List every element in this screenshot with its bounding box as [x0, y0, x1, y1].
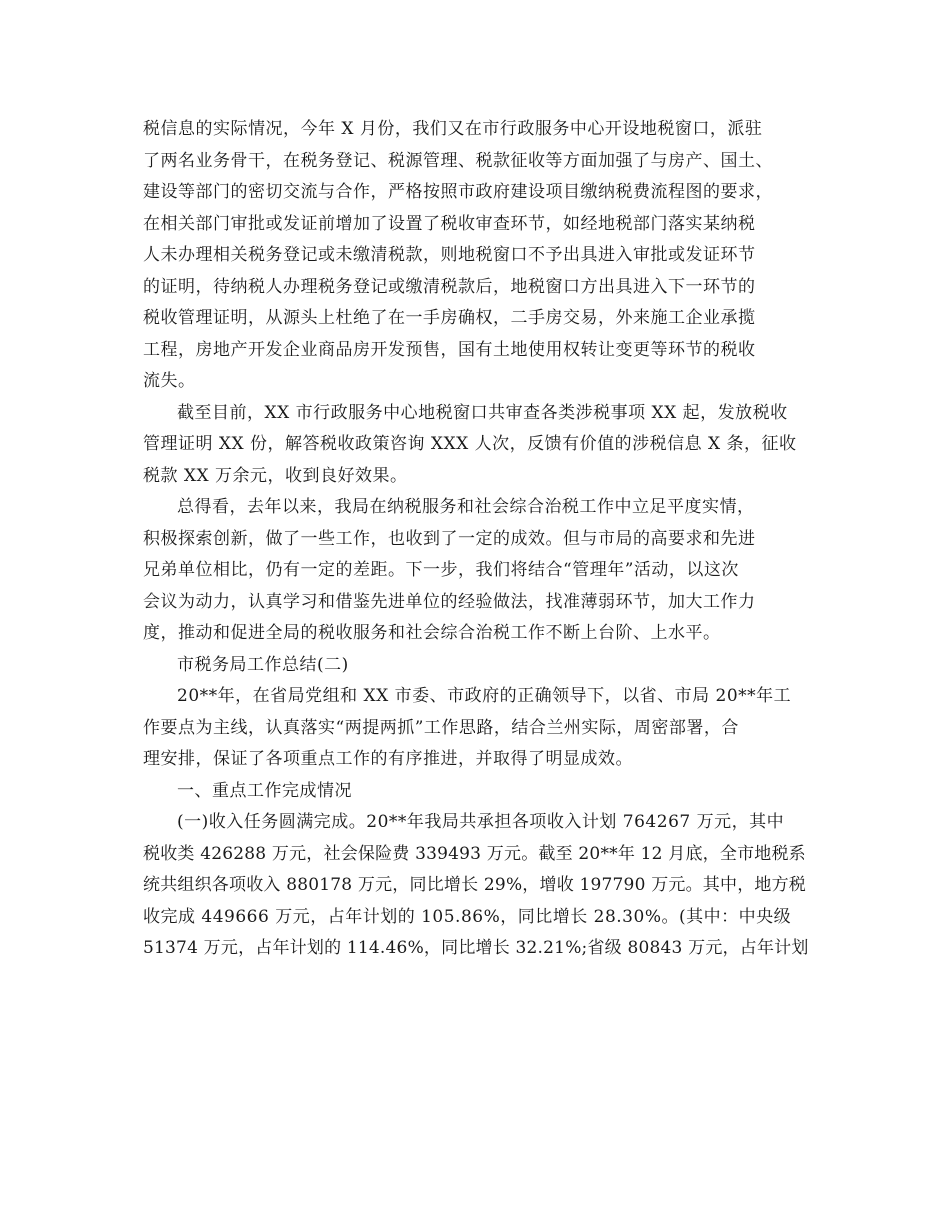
text-line: 税收类 426288 万元，社会保险费 339493 万元。截至 20**年 12 月底，全市地税系 — [143, 843, 806, 864]
text-line: 收完成 449666 万元，占年计划的 105.86%，同比增长 28.30%。(其中：中央级 — [143, 906, 792, 927]
text-line: 兄弟单位相比，仍有一定的差距。下一步，我们将结合“管理年”活动，以这次 — [143, 560, 739, 580]
text-line: 管理证明 XX 份，解答税收政策咨询 XXX 人次，反馈有价值的涉税信息 X 条，征收 — [143, 434, 797, 454]
text-line: 在相关部门审批或发证前增加了设置了税收审查环节，如经地税部门落实某纳税 — [143, 213, 756, 234]
section-heading: 市税务局工作总结(二) — [177, 654, 349, 675]
text-line: 统共组织各项收入 880178 万元，同比增长 29%，增收 197790 万元。其中，地方税 — [143, 875, 806, 895]
document-body — [143, 114, 810, 965]
paragraph-start: 20**年，在省局党组和 XX 市委、市政府的正确领导下，以省、市局 20**年工 — [177, 686, 792, 706]
text-line: 税款 XX 万余元，收到良好效果。 — [143, 465, 408, 486]
text-line: 流失。 — [143, 371, 196, 391]
text-line: 税信息的实际情况，今年 X 月份，我们又在市行政服务中心开设地税窗口，派驻 — [143, 119, 763, 139]
text-line: 人未办理相关税务登记或未缴清税款，则地税窗口不予出具进入审批或发证环节 — [143, 245, 756, 265]
text-line: 理安排，保证了各项重点工作的有序推进，并取得了明显成效。 — [143, 749, 633, 769]
text-line: 建设等部门的密切交流与合作，严格按照市政府建设项目缴纳税费流程图的要求， — [143, 182, 773, 202]
text-line: 了两名业务骨干，在税务登记、税源管理、税款征收等方面加强了与房产、国土、 — [143, 150, 773, 171]
text-line: 积极探索创新，做了一些工作，也收到了一定的成效。但与市局的高要求和先进 — [143, 528, 756, 549]
text-line: 税收管理证明，从源头上杜绝了在一手房确权，二手房交易，外来施工企业承揽 — [143, 308, 756, 328]
text-line: 的证明，待纳税人办理税务登记或缴清税款后，地税窗口方出具进入下一环节的 — [143, 276, 756, 297]
text-line: 度，推动和促进全局的税收服务和社会综合治税工作不断上台阶、上水平。 — [143, 623, 721, 643]
text-line: 51374 万元，占年计划的 114.46%，同比增长 32.21%;省级 80843 万元，占年计划 — [143, 938, 809, 958]
subsection-heading: 一、重点工作完成情况 — [177, 780, 352, 801]
text-line: 会议为动力，认真学习和借鉴先进单位的经验做法，找准薄弱环节，加大工作力 — [143, 591, 756, 612]
text-line: 作要点为主线，认真落实“两提两抓”工作思路，结合兰州实际，周密部署，合 — [143, 717, 739, 738]
paragraph-start: 总得看，去年以来，我局在纳税服务和社会综合治税工作中立足平度实情， — [177, 497, 755, 517]
paragraph-start: (一)收入任务圆满完成。20**年我局共承担各项收入计划 764267 万元，其中 — [177, 812, 785, 832]
paragraph-start: 截至目前，XX 市行政服务中心地税窗口共审查各类涉税事项 XX 起，发放税收 — [177, 402, 788, 423]
text-line: 工程，房地产开发企业商品房开发预售，国有土地使用权转让变更等环节的税收 — [143, 339, 756, 360]
